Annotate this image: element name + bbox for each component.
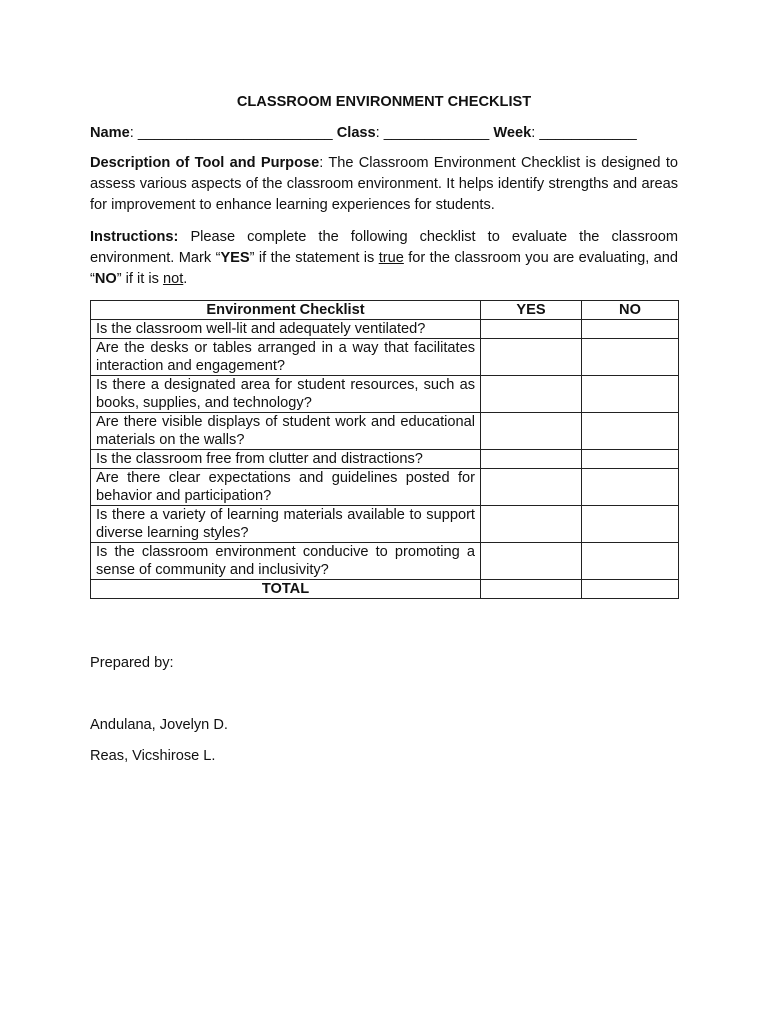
table-row: [91, 320, 679, 339]
total-label: TOTAL: [91, 580, 481, 599]
yes-word: YES: [220, 250, 250, 266]
instructions-text: .: [183, 271, 188, 287]
yes-cell[interactable]: [481, 320, 582, 339]
no-cell[interactable]: [582, 320, 679, 339]
yes-cell[interactable]: [481, 450, 582, 469]
no-cell[interactable]: [582, 506, 679, 543]
class-blank: : _____________: [375, 125, 494, 141]
document-page: [90, 93, 678, 599]
prepared-by-label: Prepared by:: [90, 655, 174, 671]
document-title: CLASSROOM ENVIRONMENT CHECKLIST: [236, 94, 532, 110]
table-row: [91, 506, 679, 543]
instructions-text: ” if the statement is: [249, 250, 379, 266]
week-label: Week: [493, 125, 532, 141]
no-cell[interactable]: [582, 376, 679, 413]
yes-cell[interactable]: [481, 413, 582, 450]
description-paragraph: [90, 153, 678, 216]
name-blank: : ________________________: [129, 125, 337, 141]
checklist-table: [90, 300, 679, 599]
instructions-label: Instructions:: [90, 229, 179, 245]
checklist-item: Is there a variety of learning materials available to support diverse learning styles?: [91, 506, 481, 543]
header-fields: [90, 124, 678, 142]
table-row: [91, 543, 679, 580]
checklist-item: Is the classroom well-lit and adequately ventilated?: [91, 320, 481, 339]
table-header-row: [91, 301, 679, 320]
total-row: [91, 580, 679, 599]
no-cell[interactable]: [582, 543, 679, 580]
instructions-text: ” if it is: [116, 271, 163, 287]
author-name: Andulana, Jovelyn D.: [90, 717, 228, 733]
instructions-text: for the classroom you are evaluating, and “: [90, 250, 679, 287]
not-word: not: [162, 271, 184, 287]
yes-cell[interactable]: [481, 376, 582, 413]
yes-cell[interactable]: [481, 469, 582, 506]
instructions-paragraph: [90, 227, 678, 290]
no-cell[interactable]: [582, 469, 679, 506]
week-blank: : ____________: [531, 125, 637, 141]
column-header-no: NO: [582, 301, 679, 320]
checklist-item: Is the classroom free from clutter and distractions?: [91, 450, 481, 469]
yes-cell[interactable]: [481, 339, 582, 376]
true-word: true: [378, 250, 404, 266]
no-word: NO: [94, 271, 117, 287]
no-cell[interactable]: [582, 450, 679, 469]
checklist-item: Are there clear expectations and guidelines posted for behavior and participation?: [91, 469, 481, 506]
author-name: Reas, Vicshirose L.: [90, 748, 216, 764]
name-label: Name: [90, 125, 130, 141]
table-row: [91, 339, 679, 376]
column-header-checklist: Environment Checklist: [91, 301, 481, 320]
class-label: Class: [336, 125, 376, 141]
table-row: [91, 376, 679, 413]
table-row: [91, 450, 679, 469]
description-label: Description of Tool and Purpose: [90, 155, 320, 171]
no-total-cell[interactable]: [582, 580, 679, 599]
checklist-item: Is there a designated area for student resources, such as books, supplies, and technology?: [91, 376, 481, 413]
column-header-yes: YES: [481, 301, 582, 320]
checklist-item: Are the desks or tables arranged in a way that facilitates interaction and engagement?: [91, 339, 481, 376]
no-cell[interactable]: [582, 413, 679, 450]
table-row: [91, 469, 679, 506]
table-row: [91, 413, 679, 450]
yes-total-cell[interactable]: [481, 580, 582, 599]
checklist-item: Is the classroom environment conducive to promoting a sense of community and inclusivity?: [91, 543, 481, 580]
checklist-item: Are there visible displays of student work and educational materials on the walls?: [91, 413, 481, 450]
no-cell[interactable]: [582, 339, 679, 376]
description-text: : The Classroom Environment Checklist is designed to assess various aspects of the classroom environment. It helps identify strengths and areas for improvement to enhance learning experiences for students.: [90, 155, 678, 213]
instructions-text: Please complete the following checklist to evaluate the classroom environment. Mark “: [90, 229, 678, 266]
yes-cell[interactable]: [481, 543, 582, 580]
yes-cell[interactable]: [481, 506, 582, 543]
